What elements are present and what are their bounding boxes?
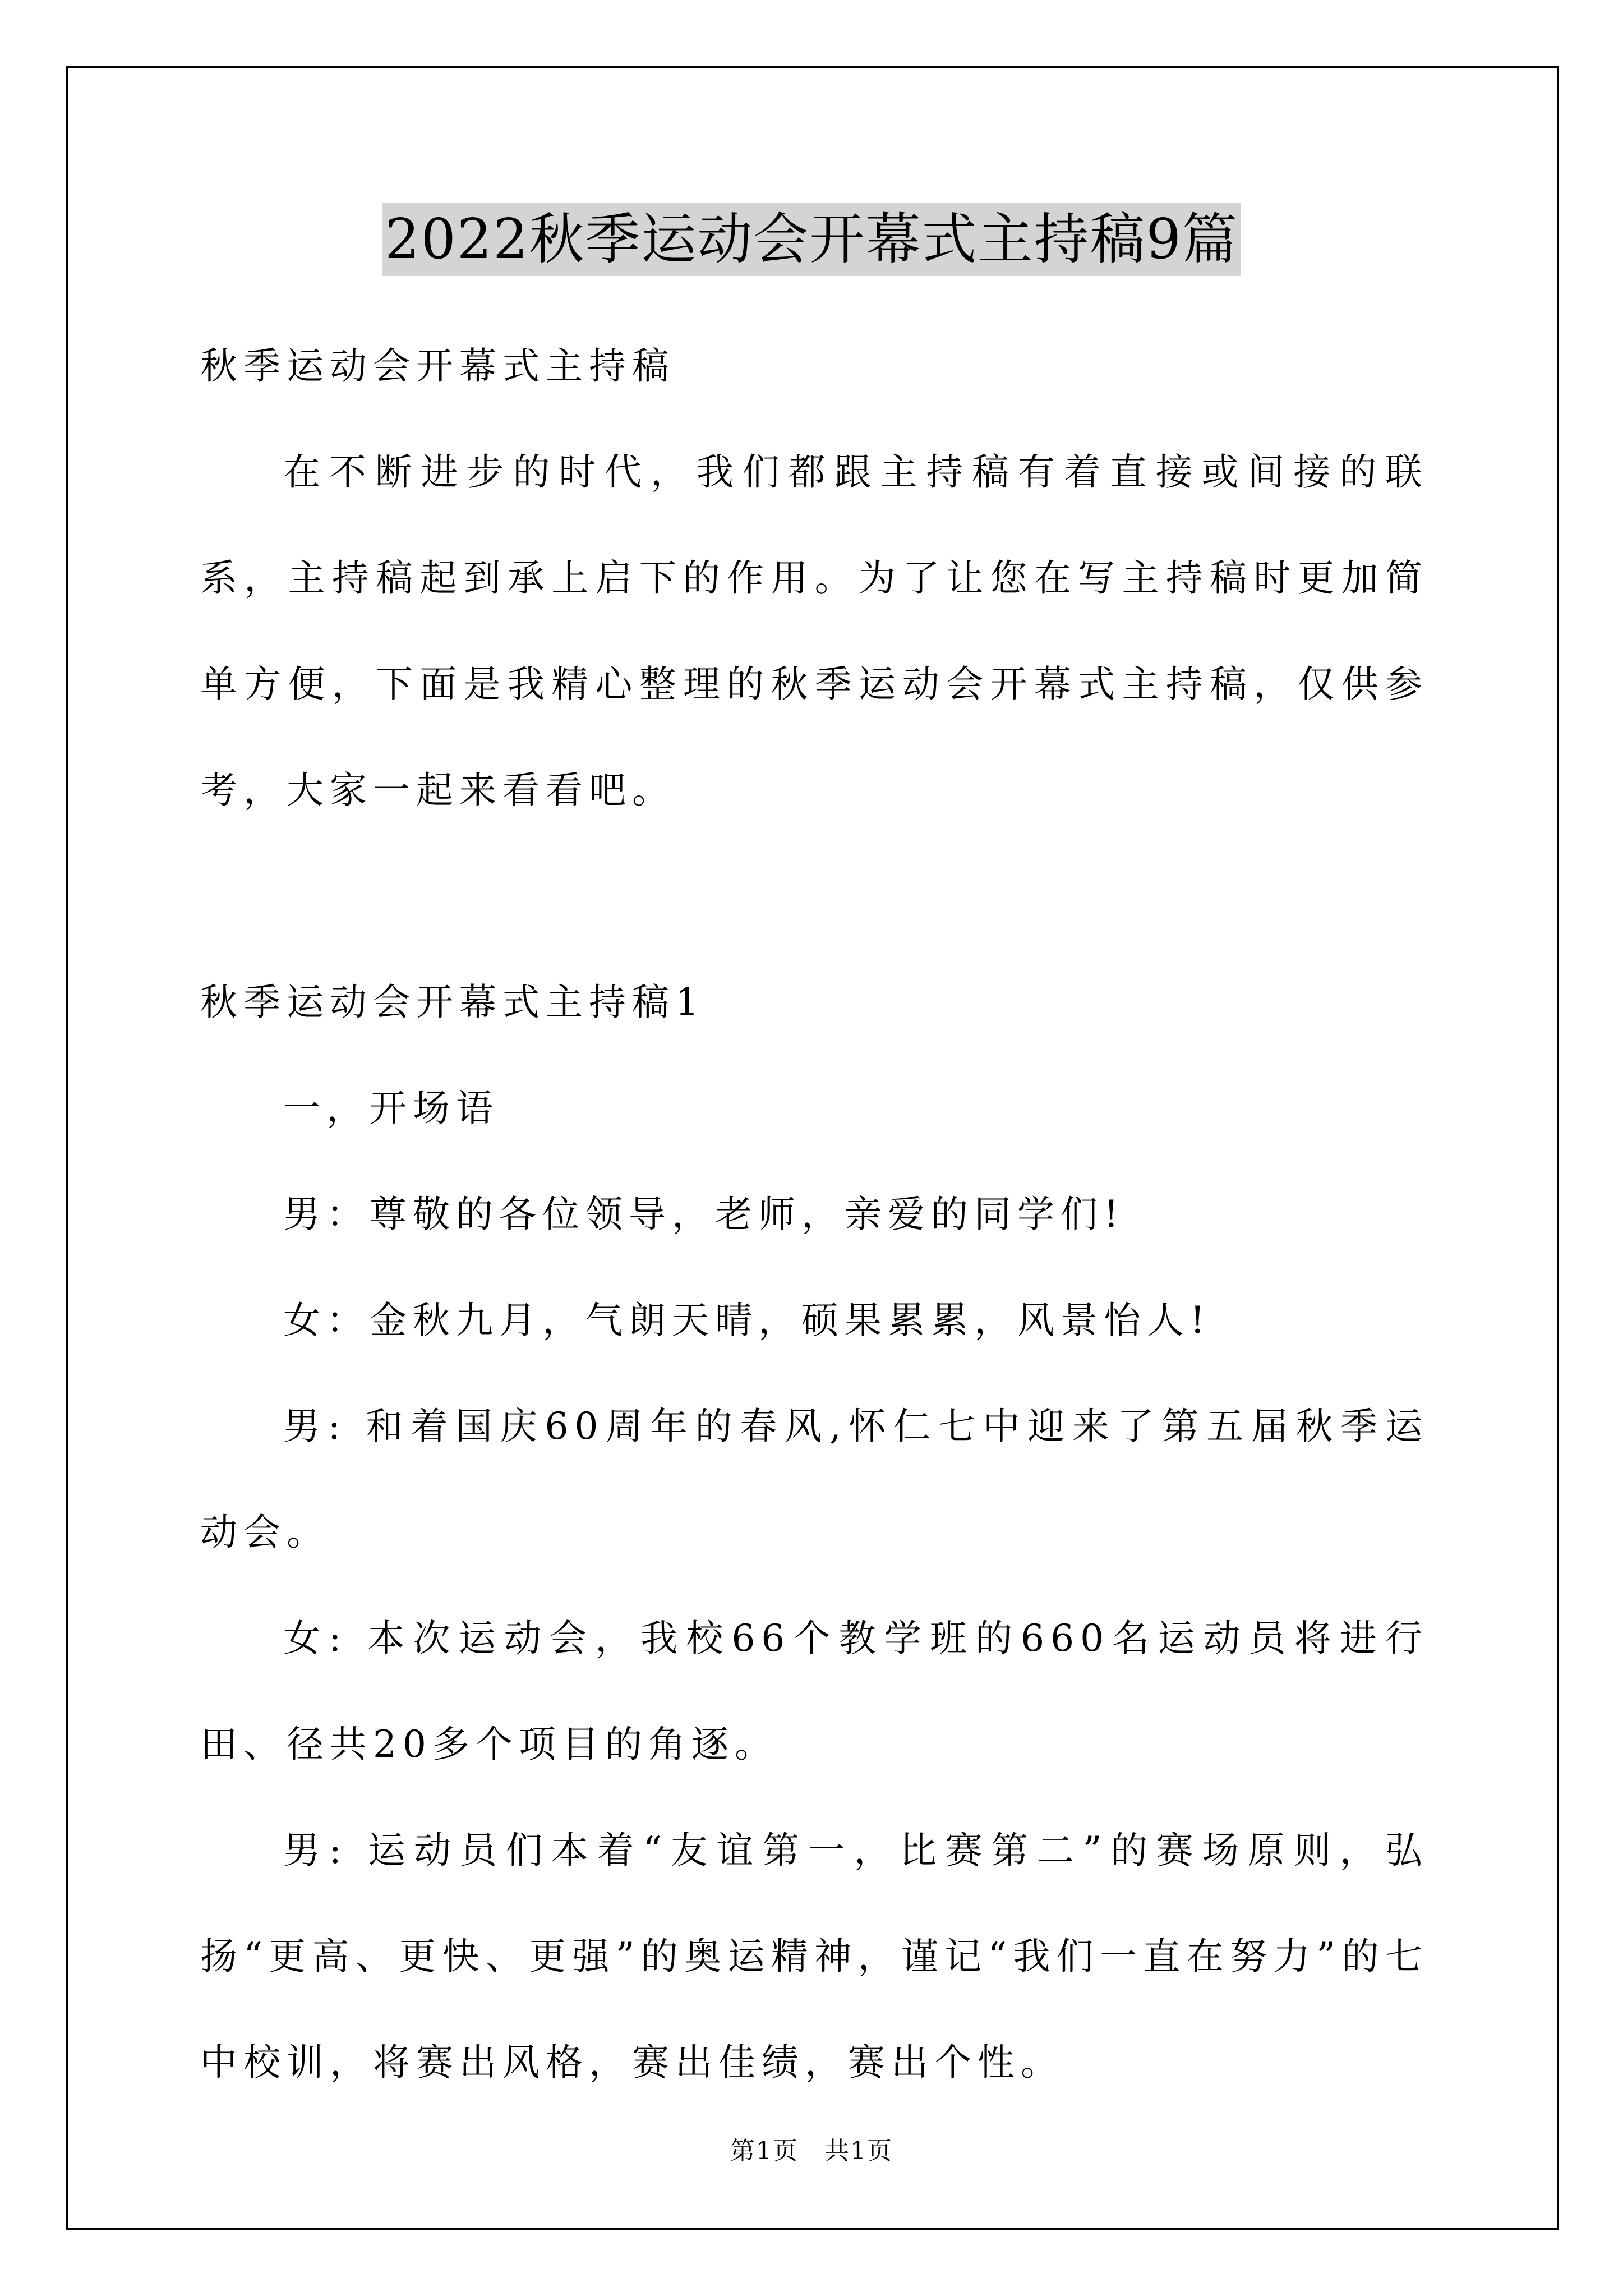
body-paragraph: 女：金秋九月，气朗天晴，硕果累累，风景怡人! [283, 1299, 1211, 1342]
body-paragraph: 男：尊敬的各位领导，老师，亲爱的同学们! [283, 1193, 1125, 1236]
page-footer: 第1页 共1页 [730, 2137, 893, 2165]
document-body [200, 313, 1428, 2115]
body-paragraph: 一，开场语 [283, 1087, 499, 1130]
body-paragraph: 女: 本次运动会，我校66个教学班的660名运动员将进行田、径共20多个项目的角逐。 [200, 1617, 1428, 1766]
title-container [0, 203, 1623, 276]
intro-paragraph: 在不断进步的时代，我们都跟主持稿有着直接或间接的联系，主持稿起到承上启下的作用。为了让您在写主持稿时更加简单方便，下面是我精心整理的秋季运动会开幕式主持稿，仅供参考，大家一起来看看吧。 [200, 450, 1428, 812]
section-heading: 秋季运动会开幕式主持稿 [200, 344, 675, 388]
section-heading: 秋季运动会开幕式主持稿1 [200, 981, 705, 1024]
body-paragraph: 男: 和着国庆60周年的春风,怀仁七中迎来了第五届秋季运动会。 [200, 1405, 1428, 1554]
paragraph-spacer [200, 843, 1428, 949]
document-title: 2022秋季运动会开幕式主持稿9篇 [382, 203, 1241, 276]
body-paragraph: 男: 运动员们本着“友谊第一，比赛第二”的赛场原则，弘扬“更高、更快、更强”的奥运精神，谨记“我们一直在努力”的七中校训，将赛出风格，赛出佳绩，赛出个性。 [200, 1829, 1428, 2084]
